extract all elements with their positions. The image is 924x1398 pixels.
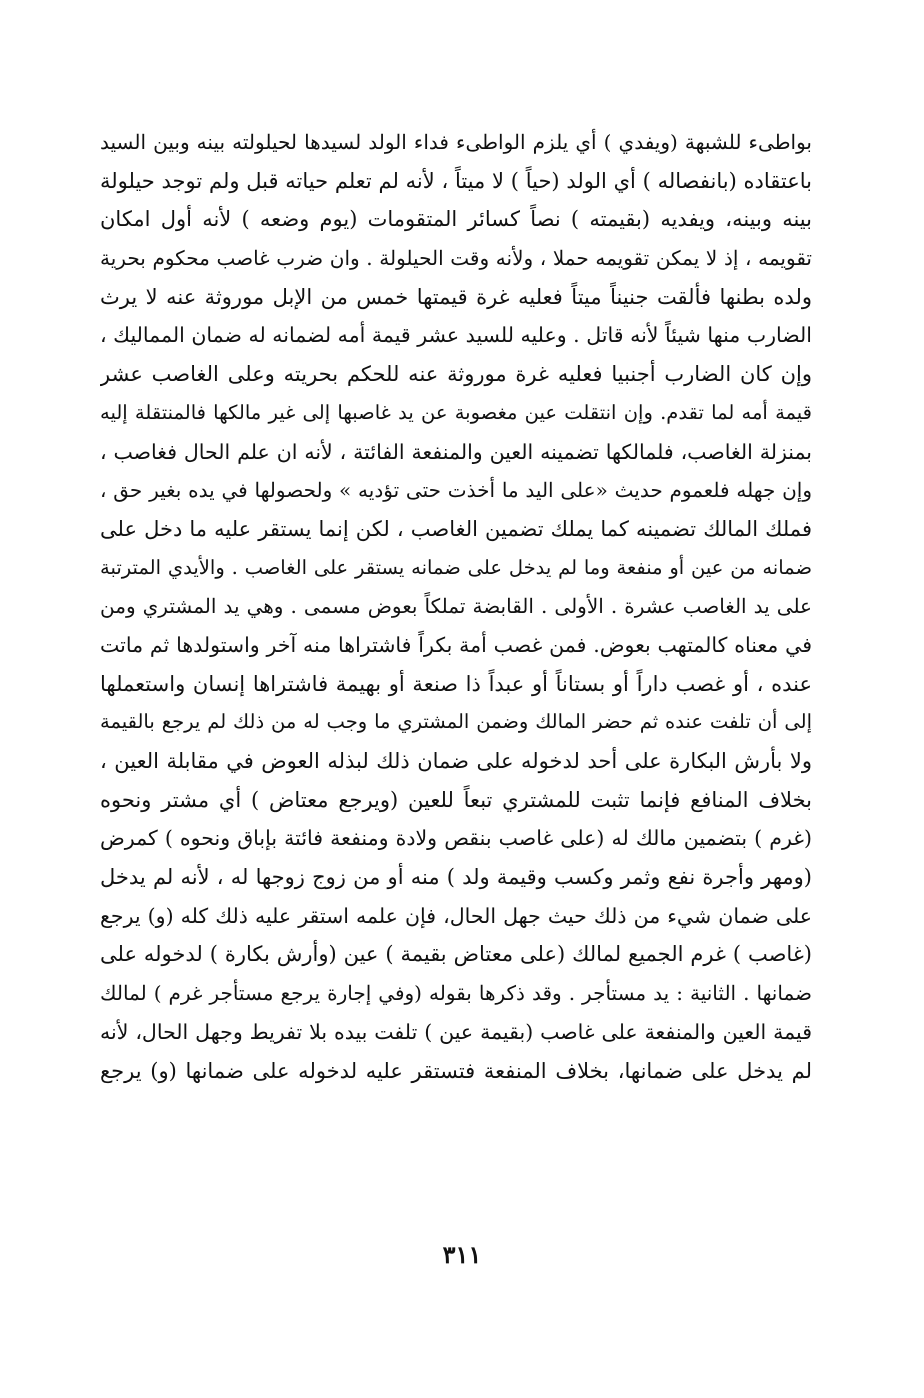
text-line: على ضمان شيء من ذلك حيث جهل الحال، فإن علمه استقر عليه ذلك كله (و) يرجع	[100, 903, 812, 928]
text-line: الضارب منها شيئاً لأنه قاتل . وعليه للسيد عشر قيمة أمه لضمانه له ضمان المماليك ،	[100, 323, 812, 348]
text-line: باعتقاده (بانفصاله ) أي الولد (حياً ) لا ميتاً ، لأنه لم تعلم حياته قبل ولم توجد حيلولة	[100, 168, 812, 193]
text-line: وإن جهله فلعموم حديث «على اليد ما أخذت حتى تؤديه » ولحصولها في يده بغير حق ،	[100, 478, 812, 503]
text-line: إلى أن تلفت عنده ثم حضر المالك وضمن المشتري ما وجب له من ذلك لم يرجع بالقيمة	[100, 710, 812, 734]
text-line: على يد الغاصب عشرة . الأولى . القابضة تملكاً بعوض مسمى . وهي يد المشتري ومن	[100, 594, 812, 619]
text-line: (غرم ) بتضمين مالك له (على غاصب بنقص ولادة ومنفعة فائتة بإباق ونحوه ) كمرض	[100, 826, 812, 851]
text-line: عنده ، أو غصب داراً أو بستاناً أو عبداً ذا صنعة أو بهيمة فاشتراها إنسان واستعملها	[100, 671, 812, 696]
text-line: لم يدخل على ضمانها، بخلاف المنفعة فتستقر عليه لدخوله على ضمانها (و) يرجع	[100, 1058, 812, 1083]
text-line: (غاصب ) غرم الجميع لمالك (على معتاض بقيمة ) عين (وأرش بكارة ) لدخوله على	[100, 942, 812, 967]
text-line: بينه وبينه، ويفديه (بقيمته ) نصاً كسائر المتقومات (يوم وضعه ) لأنه أول امكان	[100, 207, 812, 232]
text-line: (ومهر وأجرة نفع وثمر وكسب وقيمة ولد ) منه أو من زوج زوجها له ، لأنه لم يدخل	[100, 865, 812, 890]
text-line: قيمة العين والمنفعة على غاصب (بقيمة عين ) تلفت بيده بلا تفريط وجهل الحال، لأنه	[100, 1019, 812, 1044]
page-number: ٣١١	[442, 1240, 482, 1269]
text-line: وإن كان الضارب أجنبيا فعليه غرة موروثة عنه للحكم بحريته وعلى الغاصب عشر	[100, 362, 812, 387]
text-line: بخلاف المنافع فإنما تثبت للمشتري تبعاً للعين (ويرجع معتاض ) أي مشتر ونحوه	[100, 787, 812, 812]
text-line: ضمانها . الثانية : يد مستأجر . وقد ذكرها بقوله (وفي إجارة يرجع مستأجر غرم ) لمالك	[100, 981, 812, 1006]
text-line: قيمة أمه لما تقدم. وإن انتقلت عين مغصوبة عن يد غاصبها إلى غير مالكها فالمنتقلة إليه	[100, 400, 812, 424]
text-line: بمنزلة الغاصب، فلمالكها تضمينه العين والمنفعة الفائتة ، لأنه ان علم الحال فغاصب ،	[100, 439, 812, 464]
text-line: ضمانه من عين أو منفعة وما لم يدخل على ضمانه يستقر على الغاصب . والأيدي المترتبة	[100, 555, 812, 579]
text-line: ولا بأرش البكارة على أحد لدخوله على ضمان ذلك لبذله العوض في مقابلة العين ،	[100, 749, 812, 773]
text-line: بواطىء للشبهة (ويفدي ) أي يلزم الواطىء فداء الولد لسيدها لحيلولته بينه وبين السيد	[100, 130, 812, 154]
body-text	[100, 123, 812, 1090]
text-line: فملك المالك تضمينه كما يملك تضمين الغاصب ، لكن إنما يستقر عليه ما دخل على	[100, 516, 812, 541]
text-line: تقويمه ، إذ لا يمكن تقويمه حملا ، ولأنه وقت الحيلولة . وان ضرب غاصب محكوم بحرية	[100, 246, 812, 271]
text-line: في معناه كالمتهب بعوض. فمن غصب أمة بكراً فاشتراها منه آخر واستولدها ثم ماتت	[100, 632, 812, 657]
text-line: ولده بطنها فألقت جنيناً ميتاً فعليه غرة قيمتها خمس من الإبل موروثة عنه لا يرث	[100, 284, 812, 309]
